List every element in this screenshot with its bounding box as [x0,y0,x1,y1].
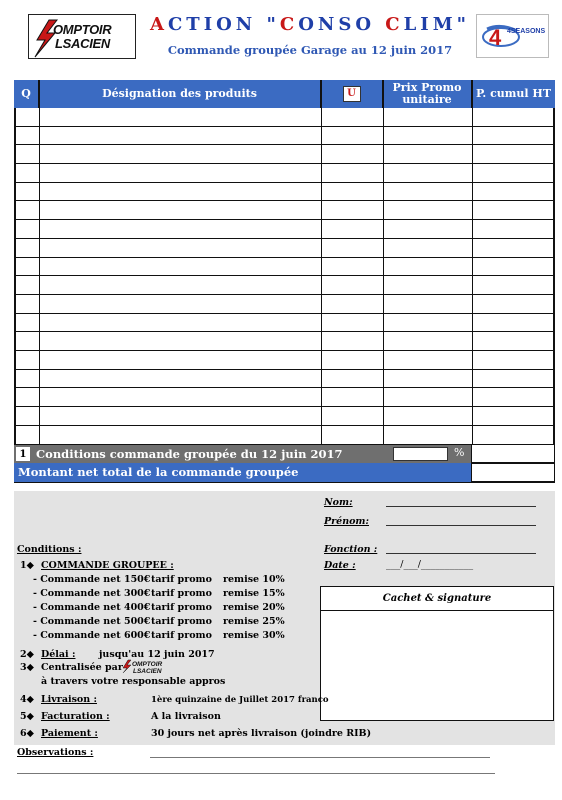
tier-remise: remise 15% [223,588,285,599]
tier-remise: remise 25% [223,616,285,627]
prenom-field[interactable] [386,525,536,526]
table-row[interactable] [14,389,555,408]
tier-order: - Commande net 400€ [33,602,151,613]
page-title: ACTION "CONSO CLIM" [150,14,471,35]
tier-remise: remise 20% [223,602,285,613]
item2-title: Délai : [41,649,76,660]
tier-order: - Commande net 600€ [33,630,151,641]
col-cumul: P. cumul HT [475,87,552,100]
table-row[interactable] [14,314,555,333]
table-header [14,80,555,108]
mini-lightning-icon [122,659,176,674]
mini-comptoir-logo [122,659,176,674]
item1-title: COMMANDE GROUPEE : [41,560,174,571]
item5-value: A la livraison [151,711,221,722]
totals-cells[interactable] [471,445,555,482]
column-divider [472,80,473,483]
logo-line1: OMPTOIR [53,22,112,37]
table-row[interactable] [14,239,555,258]
item6-title: Paiement : [41,728,98,739]
page-subtitle: Commande groupée Garage au 12 juin 2017 [167,43,453,57]
observations-line-1[interactable] [150,757,490,758]
item1-number: 1◆ [20,560,34,571]
tier-remise: remise 30% [223,630,285,641]
tier-order: - Commande net 500€ [33,616,151,627]
nom-label: Nom: [324,497,353,508]
conditions-row [14,445,471,463]
tier-tarif: tarif promo [151,602,212,613]
table-row[interactable] [14,407,555,426]
mini-logo-line2: LSACIEN [133,668,162,674]
fonction-label: Fonction : [324,544,378,555]
col-u [321,80,383,108]
4seasons-text: 4SEASONS [507,28,546,35]
table-row[interactable] [14,108,555,127]
table-row[interactable] [14,127,555,146]
svg-text:4: 4 [489,25,502,50]
cachet-signature-box[interactable] [320,586,554,721]
observations-label: Observations : [17,747,94,758]
conditions-title: Conditions : [17,544,82,555]
column-divider [39,80,40,445]
total-label: Montant net total de la commande groupée [18,465,299,479]
item3-title: Centralisée par [41,662,123,673]
percent-sign: % [454,446,465,459]
col-q: Q [14,80,39,108]
tier-order: - Commande net 150€ [33,574,151,585]
table-row[interactable] [14,164,555,183]
table-row[interactable] [14,183,555,202]
comptoir-alsacien-logo [28,14,136,59]
table-row[interactable] [14,351,555,370]
tier-tarif: tarif promo [151,574,212,585]
item5-title: Facturation : [41,711,110,722]
table-row[interactable] [14,145,555,164]
date-field[interactable]: ___/___/___________ [386,559,474,570]
tier-tarif: tarif promo [151,630,212,641]
nom-field[interactable] [386,506,536,507]
fonction-field[interactable] [386,553,536,554]
conditions-number: 1 [16,447,30,461]
item5-number: 5◆ [20,711,34,722]
table-row[interactable] [14,332,555,351]
4seasons-emblem-icon [477,15,550,59]
column-divider [321,80,322,445]
tier-tarif: tarif promo [151,616,212,627]
mini-logo-line1: OMPTOIR [132,661,163,668]
table-row[interactable] [14,426,555,445]
tier-tarif: tarif promo [151,588,212,599]
prenom-label: Prénom: [324,516,369,527]
cachet-title: Cachet & signature [321,587,553,611]
col-prix: Prix Promo unitaire [383,80,472,108]
date-label: Date : [324,560,356,571]
tier-remise: remise 10% [223,574,285,585]
logo-line2: LSACIEN [55,36,110,51]
total-row [14,463,471,482]
table-row[interactable] [14,295,555,314]
column-divider [383,80,384,445]
item4-title: Livraison : [41,694,97,705]
tier-order: - Commande net 300€ [33,588,151,599]
u-badge: U [343,86,361,102]
item4-number: 4◆ [20,694,34,705]
item6-value: 30 jours net après livraison (joindre RIB) [151,728,372,739]
item2-value: jusqu'au 12 juin 2017 [99,649,215,660]
table-row[interactable] [14,258,555,277]
percent-input[interactable] [393,447,448,461]
4seasons-logo [476,14,549,58]
col-designation: Désignation des produits [39,80,321,108]
item6-number: 6◆ [20,728,34,739]
table-row[interactable] [14,202,555,221]
table-row[interactable] [14,220,555,239]
item3-line2: à travers votre responsable appros [41,676,226,687]
observations-line-2[interactable] [17,773,495,774]
table-row[interactable] [14,276,555,295]
item2-number: 2◆ [20,649,34,660]
table-row[interactable] [14,370,555,389]
item3-number: 3◆ [20,662,34,673]
conditions-label: Conditions commande groupée du 12 juin 2017 [36,447,343,461]
item4-value: 1ère quinzaine de Juillet 2017 franco [151,695,329,705]
